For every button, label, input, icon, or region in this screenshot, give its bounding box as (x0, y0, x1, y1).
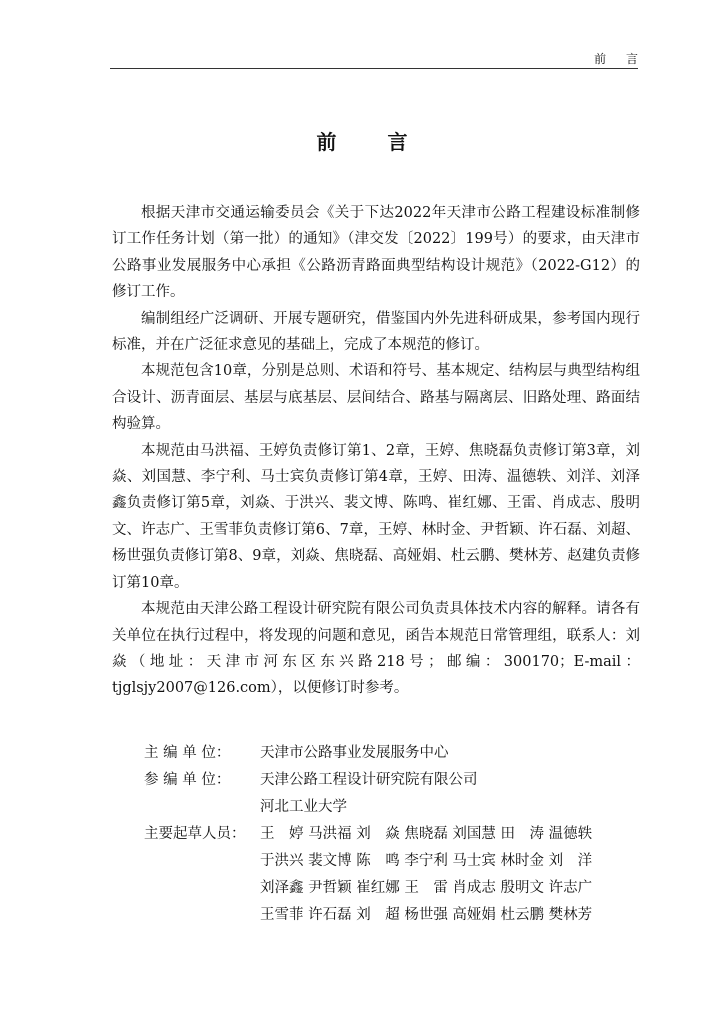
page-title: 前 言 (316, 130, 430, 154)
drafter-line: 王雪菲 许石磊 刘 超 杨世强 高娅娟 杜云鹏 樊林芳 (260, 907, 593, 923)
running-header (110, 48, 646, 69)
participating-unit: 河北工业大学 (260, 799, 347, 815)
drafter-line: 王 婷 马洪福 刘 焱 焦晓磊 刘国慧 田 涛 温德轶 (260, 826, 593, 842)
chief-editor-label: 主 编 单 位： (144, 745, 231, 761)
chief-editor-unit: 天津市公路事业发展服务中心 (260, 745, 449, 761)
participating-units-list (260, 767, 478, 821)
drafters-list (260, 821, 592, 929)
drafters-row (144, 821, 592, 929)
paragraph: 本规范包含10章，分别是总则、术语和符号、基本规定、结构层与典型结构组合设计、沥青面层、基层与底基层、层间结合、路基与隔离层、旧路处理、路面结构验算。 (112, 363, 640, 433)
header-section-title: 前 言 (594, 52, 646, 66)
participating-label: 参 编 单 位： (144, 772, 231, 788)
chief-editor-row (144, 740, 592, 767)
paragraph: 本规范由天津公路工程设计研究院有限公司负责具体技术内容的解释。请各有关单位在执行过程中，将发现的问题和意见，函告本规范日常管理组，联系人：刘焱（地址：天津市河东区东兴路218号；邮编：300170；E-mail：tjglsjy2007@126.com），以便修订时参考。 (112, 601, 640, 697)
participating-unit: 天津公路工程设计研究院有限公司 (260, 772, 478, 788)
paragraph: 根据天津市交通运输委员会《关于下达2022年天津市公路工程建设标准制修订工作任务计划（第一批）的通知》（津交发〔2022〕199号）的要求，由天津市公路事业发展服务中心承担《公路沥青路面典型结构设计规范》（2022-G12）的修订工作。 (112, 205, 640, 301)
drafters-label: 主要起草人员： (144, 826, 246, 842)
paragraph: 本规范由马洪福、王婷负责修订第1、2章，王婷、焦晓磊负责修订第3章，刘焱、刘国慧、李宁利、马士宾负责修订第4章，王婷、田涛、温德轶、刘洋、刘泽鑫负责修订第5章，刘焱、于洪兴、裴文博、陈鸣、崔红娜、王雷、肖成志、殷明文、许志广、王雪菲负责修订第6、7章，王婷、林时金、尹哲颖、许石磊、刘超、杨世强负责修订第8、9章，刘焱、焦晓磊、高娅娟、杜云鹏、樊林芳、赵建负责修订第10章。 (112, 442, 640, 591)
credits-block (144, 740, 592, 929)
participating-units-row (144, 767, 592, 821)
drafter-line: 于洪兴 裴文博 陈 鸣 李宁利 马士宾 林时金 刘 洋 (260, 853, 593, 869)
paragraph: 编制组经广泛调研、开展专题研究，借鉴国内外先进科研成果，参考国内现行标准，并在广泛征求意见的基础上，完成了本规范的修订。 (112, 310, 640, 354)
preface-body (112, 200, 640, 702)
drafter-line: 刘泽鑫 尹哲颖 崔红娜 王 雷 肖成志 殷明文 许志广 (260, 880, 593, 896)
